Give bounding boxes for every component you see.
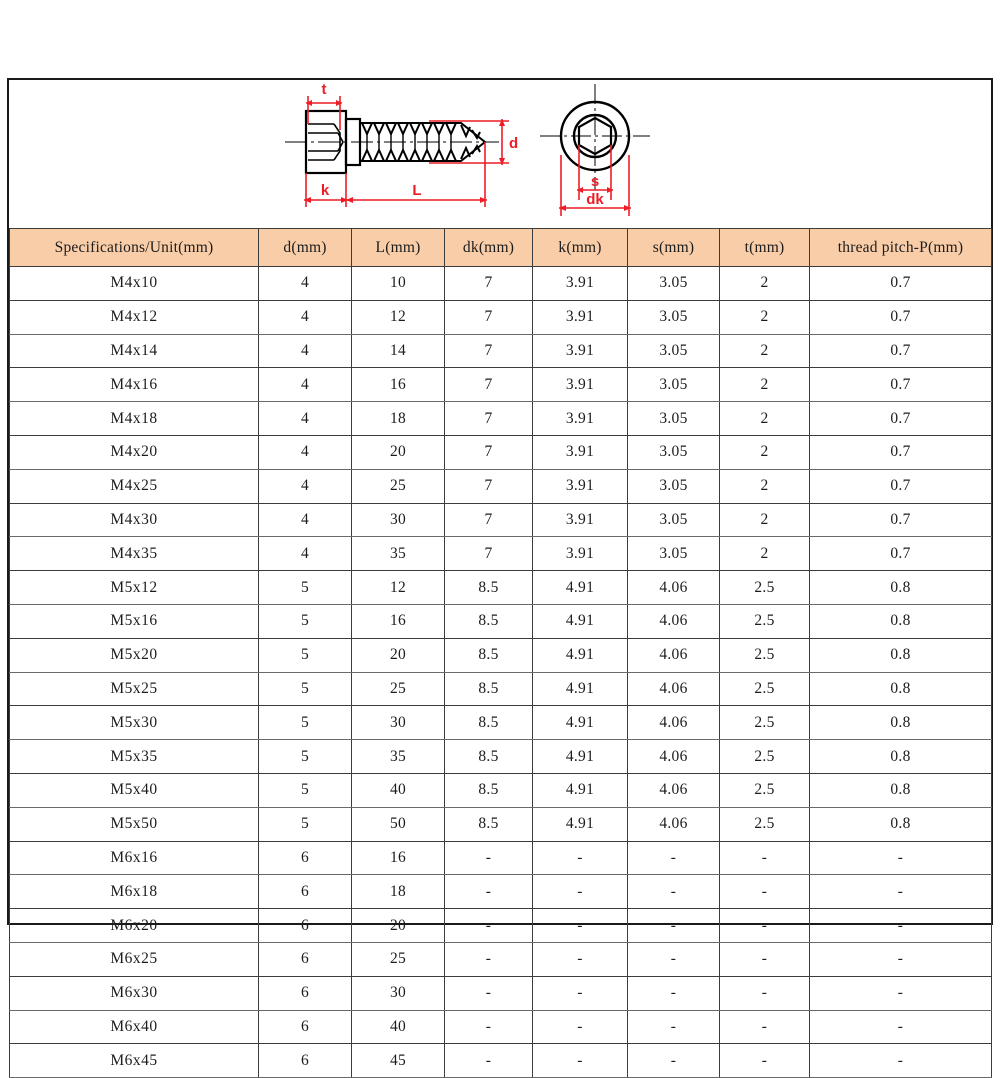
cell-L: 45	[352, 1044, 445, 1078]
cell-d: 6	[259, 909, 352, 943]
column-header-s: s(mm)	[628, 229, 720, 267]
specifications-table	[9, 228, 992, 1078]
table-row	[10, 638, 992, 672]
table-row	[10, 740, 992, 774]
cell-t: 2.5	[720, 740, 810, 774]
table-row	[10, 1044, 992, 1078]
cell-L: 25	[352, 469, 445, 503]
cell-L: 25	[352, 672, 445, 706]
cell-L: 12	[352, 571, 445, 605]
cell-s: 4.06	[628, 773, 720, 807]
cell-L: 25	[352, 942, 445, 976]
cell-dk: -	[445, 976, 533, 1010]
cell-k: -	[533, 909, 628, 943]
table-row	[10, 976, 992, 1010]
table-row	[10, 1010, 992, 1044]
cell-spec: M4x30	[10, 503, 259, 537]
cell-spec: M4x35	[10, 537, 259, 571]
cell-t: 2.5	[720, 571, 810, 605]
cell-dk: 8.5	[445, 638, 533, 672]
cell-L: 14	[352, 334, 445, 368]
table-row	[10, 435, 992, 469]
cell-thread-pitch: 0.8	[810, 706, 992, 740]
table-row	[10, 503, 992, 537]
cell-spec: M5x35	[10, 740, 259, 774]
cell-spec: M5x40	[10, 773, 259, 807]
end-view-group	[540, 84, 650, 216]
cell-d: 6	[259, 1010, 352, 1044]
cell-thread-pitch: 0.7	[810, 368, 992, 402]
cell-thread-pitch: 0.8	[810, 672, 992, 706]
cell-t: -	[720, 841, 810, 875]
cell-thread-pitch: 0.7	[810, 334, 992, 368]
cell-k: 4.91	[533, 740, 628, 774]
cell-spec: M6x18	[10, 875, 259, 909]
cell-s: 4.06	[628, 638, 720, 672]
cell-L: 20	[352, 435, 445, 469]
cell-s: 4.06	[628, 706, 720, 740]
cell-spec: M6x20	[10, 909, 259, 943]
cell-s: 3.05	[628, 469, 720, 503]
cell-t: 2	[720, 503, 810, 537]
cell-thread-pitch: -	[810, 909, 992, 943]
cell-k: -	[533, 976, 628, 1010]
cell-s: -	[628, 841, 720, 875]
cell-k: -	[533, 1010, 628, 1044]
cell-s: 3.05	[628, 537, 720, 571]
cell-d: 5	[259, 773, 352, 807]
cell-spec: M6x45	[10, 1044, 259, 1078]
cell-t: -	[720, 909, 810, 943]
cell-t: -	[720, 875, 810, 909]
table-row	[10, 469, 992, 503]
cell-s: 4.06	[628, 672, 720, 706]
cell-spec: M5x12	[10, 571, 259, 605]
cell-t: 2	[720, 469, 810, 503]
cell-k: 3.91	[533, 368, 628, 402]
cell-dk: 7	[445, 300, 533, 334]
cell-dk: -	[445, 875, 533, 909]
table-row	[10, 942, 992, 976]
cell-thread-pitch: -	[810, 875, 992, 909]
cell-s: 4.06	[628, 807, 720, 841]
cell-spec: M5x30	[10, 706, 259, 740]
cell-s: 3.05	[628, 435, 720, 469]
table-row	[10, 875, 992, 909]
column-header-dk: dk(mm)	[445, 229, 533, 267]
dimension-label-L: L	[412, 182, 422, 199]
column-header-L: L(mm)	[352, 229, 445, 267]
table-row	[10, 604, 992, 638]
cell-thread-pitch: -	[810, 942, 992, 976]
cell-k: 3.91	[533, 537, 628, 571]
table-row	[10, 571, 992, 605]
cell-dk: 7	[445, 537, 533, 571]
table-row	[10, 267, 992, 301]
dimension-label-t: t	[321, 81, 327, 98]
cell-t: 2.5	[720, 706, 810, 740]
cell-d: 5	[259, 807, 352, 841]
cell-dk: 8.5	[445, 672, 533, 706]
cell-thread-pitch: 0.8	[810, 773, 992, 807]
cell-d: 4	[259, 469, 352, 503]
cell-k: -	[533, 1044, 628, 1078]
cell-thread-pitch: 0.8	[810, 740, 992, 774]
cell-L: 10	[352, 267, 445, 301]
cell-L: 30	[352, 503, 445, 537]
cell-spec: M4x18	[10, 402, 259, 436]
cell-t: 2.5	[720, 638, 810, 672]
cell-d: 5	[259, 571, 352, 605]
cell-dk: 7	[445, 368, 533, 402]
cell-t: 2	[720, 402, 810, 436]
cell-t: 2	[720, 300, 810, 334]
cell-dk: 8.5	[445, 740, 533, 774]
cell-thread-pitch: 0.7	[810, 300, 992, 334]
table-row	[10, 909, 992, 943]
cell-dk: 8.5	[445, 807, 533, 841]
cell-thread-pitch: 0.8	[810, 807, 992, 841]
cell-t: 2.5	[720, 604, 810, 638]
screw-dimension-svg	[9, 80, 991, 228]
cell-thread-pitch: 0.7	[810, 469, 992, 503]
cell-s: 3.05	[628, 267, 720, 301]
dimension-label-s: s	[590, 173, 600, 190]
cell-thread-pitch: 0.8	[810, 604, 992, 638]
cell-k: 4.91	[533, 773, 628, 807]
cell-s: -	[628, 1010, 720, 1044]
cell-d: 6	[259, 841, 352, 875]
column-header-thread-pitch: thread pitch-P(mm)	[810, 229, 992, 267]
cell-spec: M6x16	[10, 841, 259, 875]
cell-spec: M4x10	[10, 267, 259, 301]
thread-crests	[362, 123, 456, 134]
dimension-label-dk: dk	[586, 191, 604, 208]
cell-dk: 7	[445, 267, 533, 301]
cell-spec: M6x40	[10, 1010, 259, 1044]
cell-d: 4	[259, 402, 352, 436]
cell-dk: -	[445, 942, 533, 976]
cell-k: 4.91	[533, 672, 628, 706]
cell-dk: 7	[445, 469, 533, 503]
cell-k: 3.91	[533, 469, 628, 503]
table-row	[10, 537, 992, 571]
cell-k: 4.91	[533, 807, 628, 841]
cell-thread-pitch: 0.8	[810, 571, 992, 605]
cell-d: 6	[259, 1044, 352, 1078]
table-row	[10, 368, 992, 402]
cell-t: 2	[720, 537, 810, 571]
cell-t: -	[720, 942, 810, 976]
cell-t: -	[720, 976, 810, 1010]
dimension-label-k: k	[320, 182, 330, 199]
cell-k: -	[533, 841, 628, 875]
cell-d: 6	[259, 976, 352, 1010]
cell-s: 4.06	[628, 604, 720, 638]
cell-spec: M4x12	[10, 300, 259, 334]
cell-k: 3.91	[533, 402, 628, 436]
cell-L: 20	[352, 638, 445, 672]
cell-s: 3.05	[628, 368, 720, 402]
cell-spec: M4x14	[10, 334, 259, 368]
thread-roots	[362, 150, 456, 161]
cell-t: 2.5	[720, 672, 810, 706]
cell-d: 5	[259, 604, 352, 638]
cell-d: 5	[259, 638, 352, 672]
table-row	[10, 807, 992, 841]
cell-dk: 8.5	[445, 571, 533, 605]
cell-L: 18	[352, 875, 445, 909]
cell-dk: 8.5	[445, 706, 533, 740]
side-view-group	[285, 81, 518, 207]
screw-dimension-diagram	[9, 80, 991, 228]
cell-spec: M5x50	[10, 807, 259, 841]
cell-L: 50	[352, 807, 445, 841]
cell-dk: 7	[445, 503, 533, 537]
cell-s: -	[628, 1044, 720, 1078]
cell-thread-pitch: -	[810, 1044, 992, 1078]
cell-t: 2	[720, 435, 810, 469]
cell-t: 2	[720, 368, 810, 402]
cell-thread-pitch: -	[810, 1010, 992, 1044]
specifications-table-container	[9, 228, 991, 1078]
cell-L: 30	[352, 706, 445, 740]
cell-k: 3.91	[533, 300, 628, 334]
cell-s: 3.05	[628, 334, 720, 368]
cell-t: 2	[720, 267, 810, 301]
cell-dk: 7	[445, 402, 533, 436]
table-row	[10, 334, 992, 368]
cell-spec: M4x25	[10, 469, 259, 503]
cell-spec: M5x25	[10, 672, 259, 706]
cell-s: 3.05	[628, 402, 720, 436]
cell-thread-pitch: -	[810, 841, 992, 875]
table-row	[10, 841, 992, 875]
cell-d: 6	[259, 875, 352, 909]
cell-d: 4	[259, 368, 352, 402]
cell-d: 4	[259, 435, 352, 469]
column-header-d: d(mm)	[259, 229, 352, 267]
cell-dk: -	[445, 841, 533, 875]
table-row	[10, 300, 992, 334]
cell-s: -	[628, 875, 720, 909]
cell-spec: M5x20	[10, 638, 259, 672]
cell-k: -	[533, 942, 628, 976]
cell-dk: 7	[445, 435, 533, 469]
cell-L: 20	[352, 909, 445, 943]
cell-s: 4.06	[628, 740, 720, 774]
cell-thread-pitch: 0.7	[810, 435, 992, 469]
cell-d: 6	[259, 942, 352, 976]
cell-d: 4	[259, 334, 352, 368]
column-header-t: t(mm)	[720, 229, 810, 267]
table-body	[10, 267, 992, 1078]
cell-k: 4.91	[533, 604, 628, 638]
cell-d: 5	[259, 706, 352, 740]
cell-L: 16	[352, 368, 445, 402]
cell-L: 12	[352, 300, 445, 334]
dimension-label-d: d	[509, 135, 519, 152]
cell-d: 4	[259, 300, 352, 334]
table-row	[10, 706, 992, 740]
cell-L: 18	[352, 402, 445, 436]
table-head	[10, 229, 992, 267]
cell-k: -	[533, 875, 628, 909]
cell-s: 3.05	[628, 300, 720, 334]
cell-t: -	[720, 1044, 810, 1078]
cell-k: 3.91	[533, 435, 628, 469]
cell-L: 30	[352, 976, 445, 1010]
table-row	[10, 773, 992, 807]
cell-k: 4.91	[533, 706, 628, 740]
cell-t: -	[720, 1010, 810, 1044]
table-row	[10, 402, 992, 436]
cell-thread-pitch: 0.7	[810, 537, 992, 571]
cell-spec: M6x30	[10, 976, 259, 1010]
cell-thread-pitch: 0.8	[810, 638, 992, 672]
cell-thread-pitch: -	[810, 976, 992, 1010]
table-header-row	[10, 229, 992, 267]
cell-s: -	[628, 976, 720, 1010]
cell-s: -	[628, 942, 720, 976]
cell-dk: 8.5	[445, 773, 533, 807]
thread-flanks	[367, 134, 451, 150]
cell-d: 4	[259, 503, 352, 537]
cell-d: 5	[259, 672, 352, 706]
cell-spec: M4x16	[10, 368, 259, 402]
cell-L: 35	[352, 537, 445, 571]
cell-spec: M5x16	[10, 604, 259, 638]
cell-t: 2	[720, 334, 810, 368]
table-row	[10, 672, 992, 706]
cell-dk: 7	[445, 334, 533, 368]
cell-spec: M4x20	[10, 435, 259, 469]
cell-d: 4	[259, 267, 352, 301]
cell-thread-pitch: 0.7	[810, 503, 992, 537]
cell-k: 3.91	[533, 503, 628, 537]
cell-d: 4	[259, 537, 352, 571]
cell-L: 40	[352, 1010, 445, 1044]
cell-d: 5	[259, 740, 352, 774]
cell-k: 4.91	[533, 571, 628, 605]
cell-s: -	[628, 909, 720, 943]
column-header-specifications: Specifications/Unit(mm)	[10, 229, 259, 267]
cell-L: 16	[352, 604, 445, 638]
cell-s: 4.06	[628, 571, 720, 605]
cell-k: 3.91	[533, 267, 628, 301]
spec-sheet-frame	[7, 78, 993, 1069]
cell-thread-pitch: 0.7	[810, 267, 992, 301]
cell-L: 40	[352, 773, 445, 807]
cell-k: 4.91	[533, 638, 628, 672]
cell-dk: -	[445, 1010, 533, 1044]
column-header-k: k(mm)	[533, 229, 628, 267]
cell-L: 16	[352, 841, 445, 875]
cell-dk: -	[445, 909, 533, 943]
cell-spec: M6x25	[10, 942, 259, 976]
cell-dk: 8.5	[445, 604, 533, 638]
cell-t: 2.5	[720, 807, 810, 841]
cell-dk: -	[445, 1044, 533, 1078]
cell-s: 3.05	[628, 503, 720, 537]
cell-thread-pitch: 0.7	[810, 402, 992, 436]
cell-t: 2.5	[720, 773, 810, 807]
cell-k: 3.91	[533, 334, 628, 368]
cell-L: 35	[352, 740, 445, 774]
